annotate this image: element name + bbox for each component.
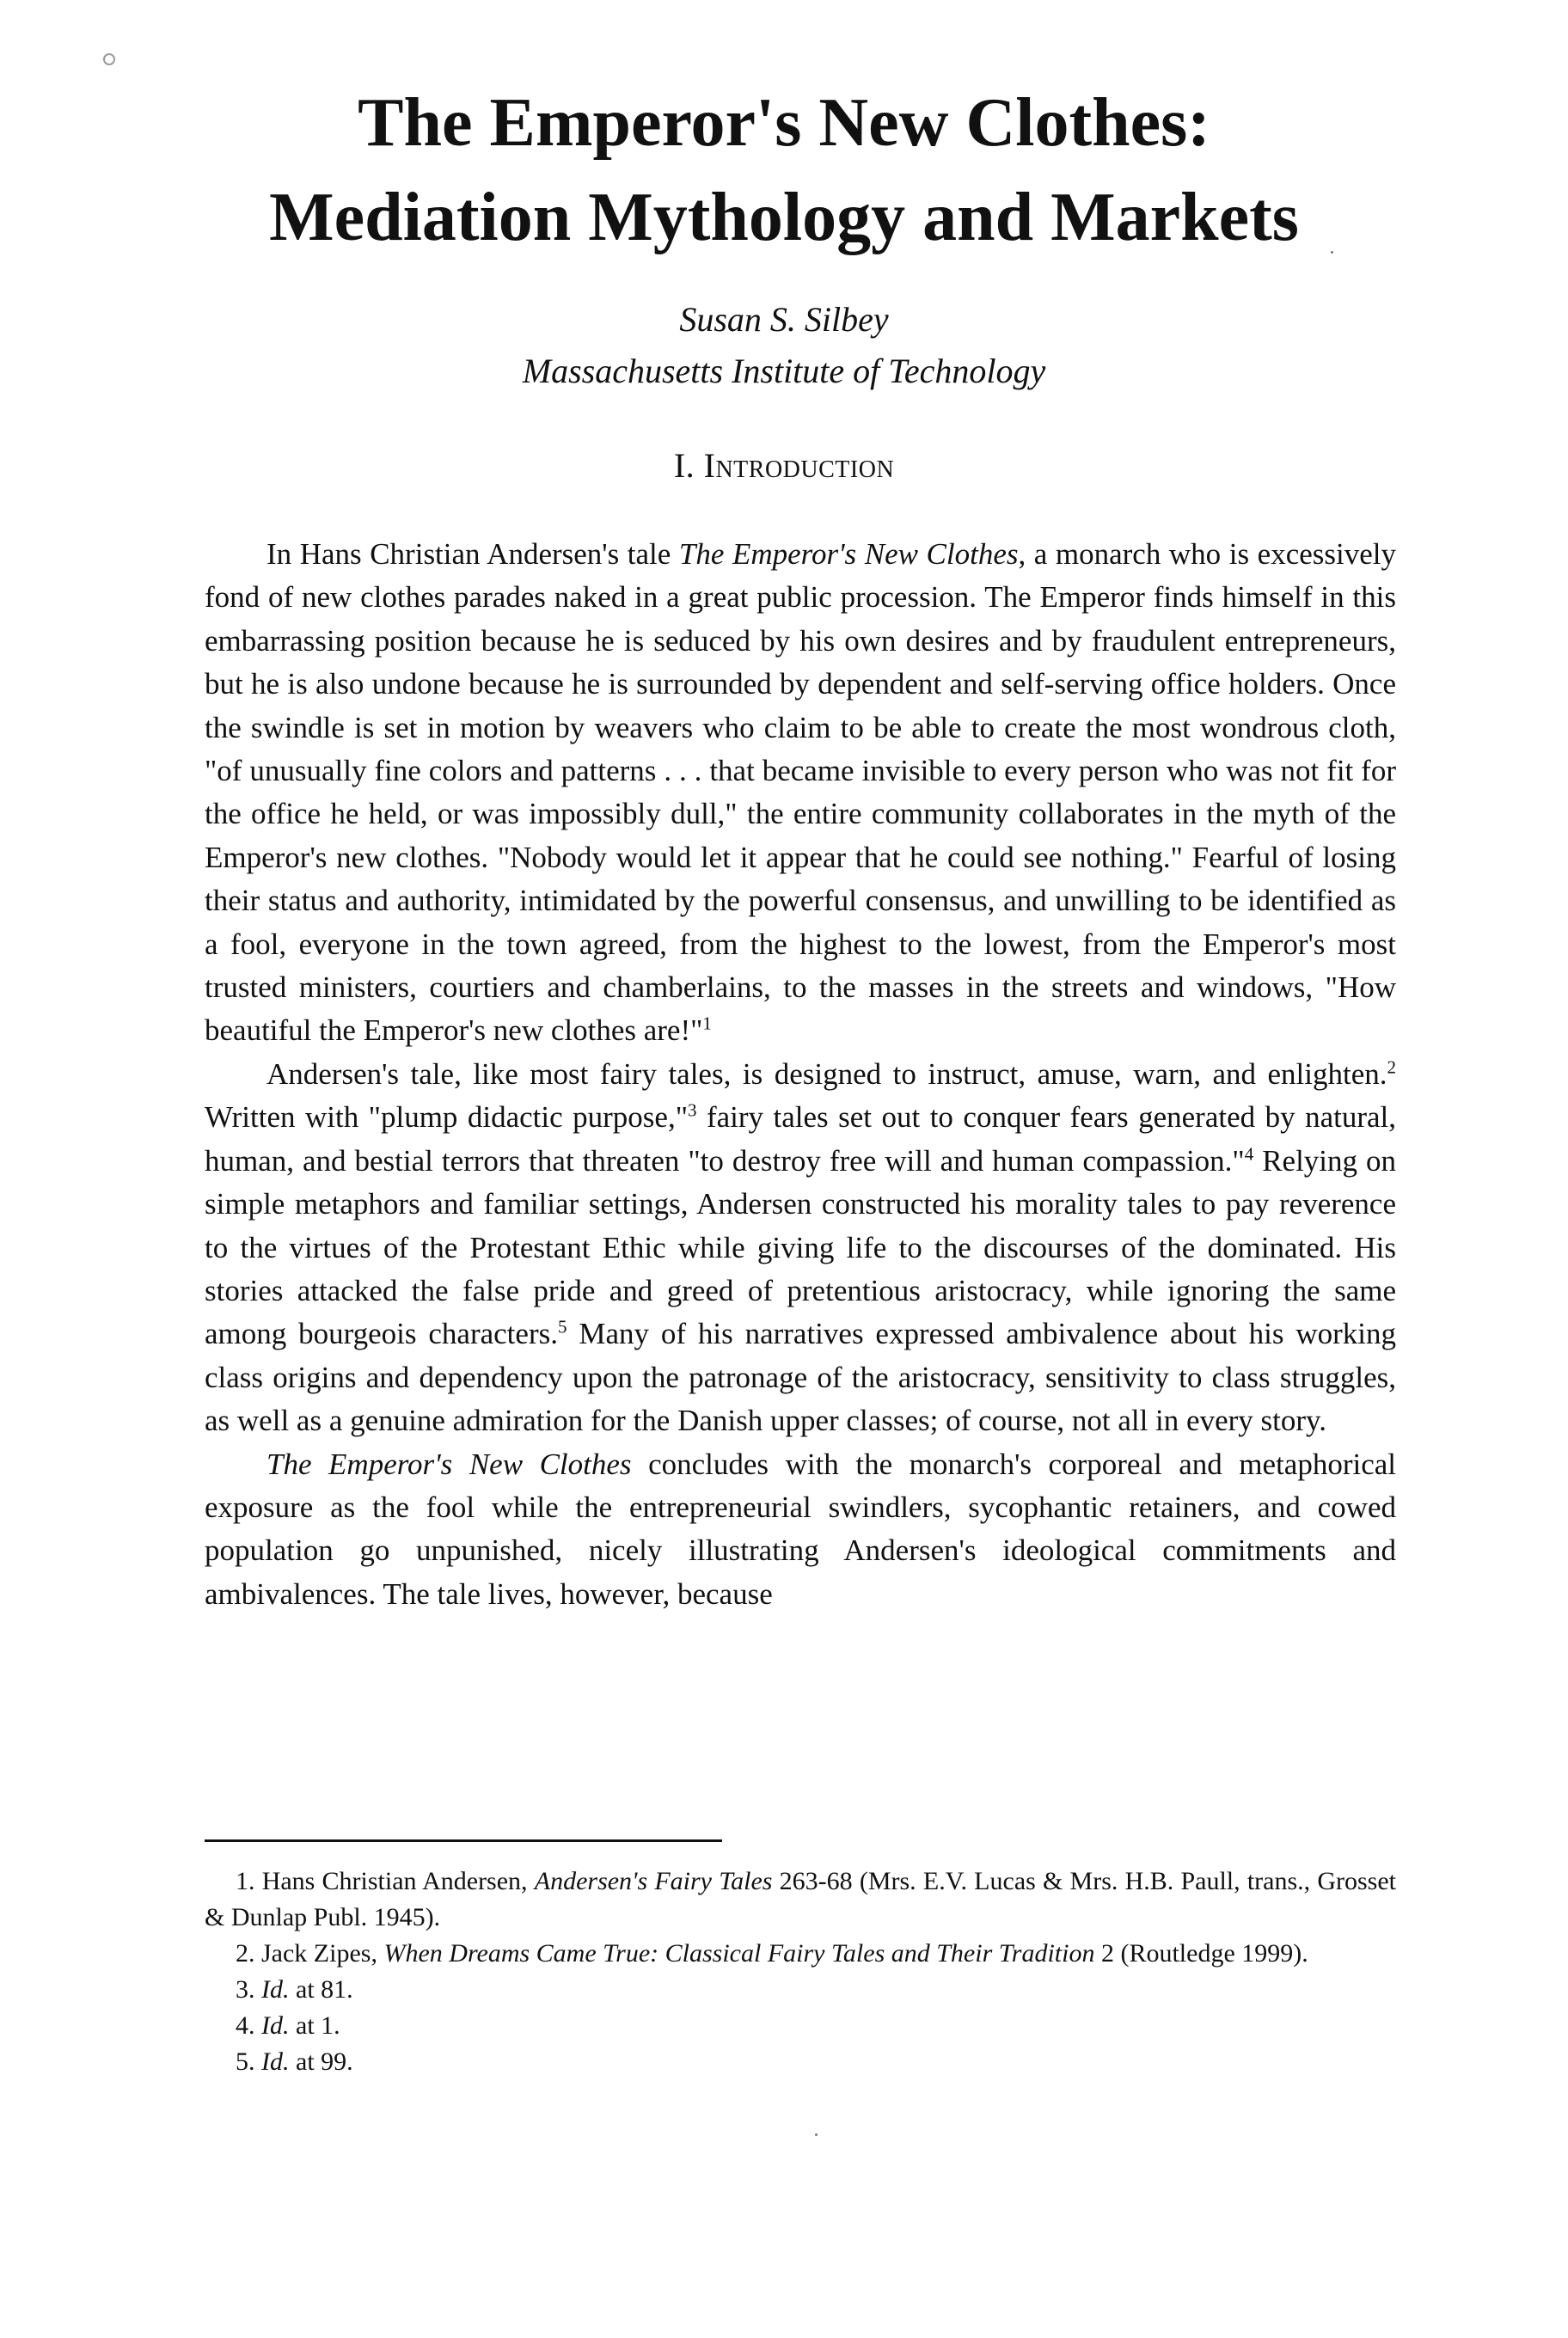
paragraph-1 [205, 533, 1396, 1053]
footnote-number: 5. [236, 2047, 255, 2076]
footnote-number: 1. [236, 1867, 255, 1895]
footnote-italic: Id. [261, 1975, 290, 2004]
paragraph-text: Many of his narratives expressed ambivalence about his working class origins and dependency upon the patronage of the aristocracy, sensitivity to class struggles, as well as a genuine admiration for the Danish upper classes; of course, not all in every story. [205, 1317, 1396, 1438]
footnote-ref: 3 [688, 1099, 697, 1121]
footnote-text: 2 (Routledge 1999). [1094, 1939, 1308, 1968]
scan-artifact-mark [103, 53, 115, 65]
footnote-number: 3. [236, 1975, 255, 2004]
paragraph-2 [205, 1053, 1396, 1443]
body-text [205, 533, 1396, 1616]
author-affiliation: Massachusetts Institute of Technology [522, 352, 1046, 390]
footnote-text [255, 1975, 262, 2004]
work-title-italic: The Emperor's New Clothes [678, 537, 1019, 571]
footnote-italic: When Dreams Came True: Classical Fairy Tales and Their Tradition [383, 1939, 1095, 1968]
footnote-ref: 5 [557, 1316, 567, 1337]
work-title-italic: The Emperor's New Clothes [266, 1447, 632, 1481]
footnote-text [255, 2011, 262, 2040]
footnote-divider [205, 1839, 722, 1842]
footnote-ref: 2 [1387, 1056, 1396, 1078]
scan-speck [1331, 251, 1333, 254]
footnote-3 [205, 1972, 1396, 2008]
author-name: Susan S. Silbey [679, 300, 889, 339]
footnote-5 [205, 2044, 1396, 2080]
paragraph-text: Relying on simple metaphors and familiar settings, Andersen constructed his morality tales to pay reverence to the virtues of the Protestant Ethic while giving life to the discourses of the dominated. His stories attacked the false pride and greed of pretentious aristocracy, while ignoring the same among bourgeois characters. [205, 1143, 1397, 1351]
title-line-2: Mediation Mythology and Markets [269, 180, 1299, 255]
footnote-text: Hans Christian Andersen, [254, 1867, 535, 1895]
footnote-1 [205, 1864, 1396, 1936]
footnote-4 [205, 2008, 1396, 2044]
footnote-text: 263-68 (Mrs. E.V. Lucas & Mrs. H.B. Paull, trans., Grosset & Dunlap Publ. 1945). [205, 1867, 1396, 1931]
footnote-text: Jack Zipes, [254, 1939, 384, 1968]
section-heading: I. Introduction [673, 446, 895, 485]
footnote-2 [205, 1936, 1396, 1972]
footnote-ref: 4 [1244, 1143, 1254, 1165]
paragraph-text: concludes with the monarch's corporeal and metaphorical exposure as the fool while the entrepreneurial swindlers, sycophantic retainers, and cowed population go unpunished, nicely illustrating Andersen's ideological commitments and ambivalences. The tale lives, however, because [205, 1447, 1397, 1611]
footnote-italic: Id. [261, 2047, 290, 2076]
paragraph-text: , a monarch who is excessively fond of new clothes parades naked in a great public procession. The Emperor finds himself in this embarrassing position because he is seduced by his own desires and by fraudulent entrepreneurs, but he is also undone because he is surrounded by dependent and self-serving office holders. Once the swindle is set in motion by weavers who claim to be able to create the most wondrous cloth, "of unusually fine colors and patterns . . . that became invisible to every person who was not fit for the office he held, or was impossibly dull," the entire community collaborates in the myth of the Emperor's new clothes. "Nobody would let it appear that he could see nothing." Fearful of losing their status and authority, intimidated by the powerful consensus, and unwilling to be identified as a fool, everyone in the town agreed, from the highest to the lowest, from the Emperor's most trusted ministers, courtiers and chamberlains, to the masses in the streets and windows, "How beautiful the Emperor's new clothes are!" [205, 537, 1396, 1048]
footnote-number: 4. [236, 2011, 255, 2040]
title-line-1: The Emperor's New Clothes: [358, 85, 1210, 161]
footnote-ref: 1 [702, 1013, 712, 1034]
paragraph-text: In Hans Christian Andersen's tale [266, 537, 679, 571]
scan-speck [815, 2133, 818, 2136]
footnote-text: at 99. [289, 2047, 353, 2076]
paragraph-3 [205, 1443, 1396, 1617]
paragraph-text: Written with "plump didactic purpose," [205, 1100, 688, 1135]
footnote-italic: Id. [261, 2011, 290, 2040]
footnote-italic: Andersen's Fairy Tales [534, 1867, 773, 1895]
footnote-text: at 81. [289, 1975, 353, 2004]
paragraph-text: fairy tales set out to conquer fears generated by natural, human, and bestial terrors that threaten "to destroy free will and human compassion." [205, 1100, 1396, 1178]
footnotes [205, 1864, 1396, 2080]
footnote-number: 2. [236, 1939, 255, 1968]
footnote-text [255, 2047, 262, 2076]
footnote-text: at 1. [289, 2011, 340, 2040]
author-block [155, 294, 1413, 397]
article-title [155, 76, 1413, 265]
paragraph-text: Andersen's tale, like most fairy tales, is designed to instruct, amuse, warn, and enlighten. [266, 1056, 1387, 1091]
